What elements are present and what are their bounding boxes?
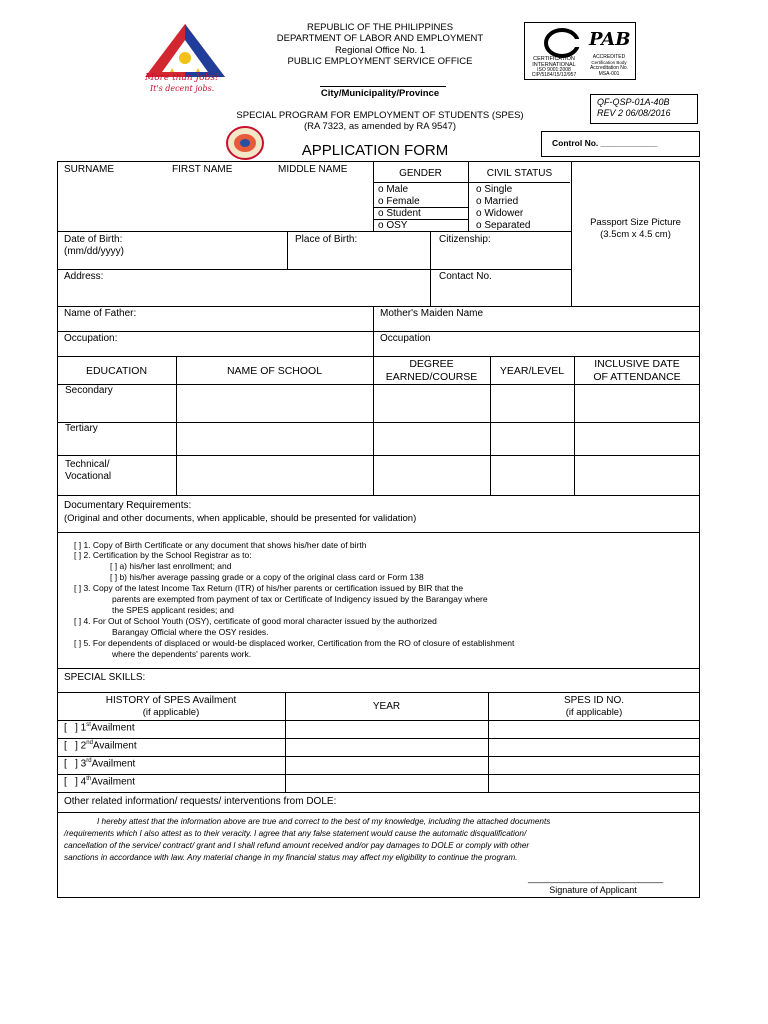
history-year-header: YEAR <box>372 701 401 712</box>
label-mother-occupation: Occupation <box>380 333 431 344</box>
form-outer-border <box>57 161 700 898</box>
checkbox[interactable]: [ ] <box>64 758 81 770</box>
signature-label: Signature of Applicant <box>549 885 637 895</box>
availment-label: Availment <box>91 776 135 788</box>
requirement-item: where the dependents' parents work. <box>112 649 252 659</box>
availment-number: 3 <box>80 758 87 770</box>
availment-row[interactable] <box>64 740 137 752</box>
header-peso: PUBLIC EMPLOYMENT SERVICE OFFICE <box>287 56 473 67</box>
availment-row[interactable] <box>64 776 135 788</box>
doc-code-box <box>590 94 698 124</box>
edu-header-inclusive: INCLUSIVE DATE <box>594 358 680 370</box>
requirement-item: parents are exempted from payment of tax or Certificate of Indigency issued by the Barangay where <box>112 594 488 604</box>
requirements-subtitle: (Original and other documents, when applicable, should be presented for validation) <box>64 513 417 524</box>
requirement-item[interactable]: [ ] 2. Certification by the School Registrar as to: <box>74 550 252 560</box>
requirement-item[interactable]: [ ] 4. For Out of School Youth (OSY), certificate of good moral character issued by the authorized <box>74 616 437 626</box>
label-mother: Mother's Maiden Name <box>380 308 484 319</box>
doc-rev: REV 2 06/08/2016 <box>597 108 671 118</box>
control-no-box <box>541 131 700 157</box>
pab-line-1: ACCREDITED <box>592 54 626 60</box>
passport-size: (3.5cm x 4.5 cm) <box>600 229 671 240</box>
label-address: Address: <box>64 271 104 282</box>
label-middle-name: MIDDLE NAME <box>278 164 348 175</box>
edu-header-attendance: OF ATTENDANCE <box>593 371 681 383</box>
header-city: City/Municipality/Province <box>320 88 440 99</box>
doc-code: QF-QSP-01A-40B <box>597 97 670 107</box>
checkbox[interactable]: [ ] <box>64 740 81 752</box>
edu-header-course: EARNED/COURSE <box>385 371 478 383</box>
availment-number: 4 <box>80 776 87 788</box>
edu-header-degree: DEGREE <box>409 358 454 370</box>
requirement-item[interactable]: [ ] a) his/her last enrollment; and <box>110 561 232 571</box>
checkbox[interactable]: [ ] <box>64 722 81 734</box>
label-dob-format: (mm/dd/yyyy) <box>64 246 124 257</box>
header-republic: REPUBLIC OF THE PHILIPPINES <box>306 22 454 33</box>
edu-row-vocational: Vocational <box>65 471 112 482</box>
label-civil-status: CIVIL STATUS <box>486 168 553 179</box>
label-father-occupation: Occupation: <box>64 333 118 344</box>
pab-line-3: Accreditation No. <box>589 65 629 71</box>
gender-option[interactable]: o Male <box>378 184 409 195</box>
availment-suffix: rd <box>86 758 92 764</box>
availment-label: Availment <box>91 758 136 770</box>
edu-header-year: YEAR/LEVEL <box>499 365 565 377</box>
requirement-item[interactable]: [ ] 5. For dependents of displaced or would-be displaced worker, Certification from the RO of closure of establishment <box>74 638 515 648</box>
edu-header-school: NAME OF SCHOOL <box>226 365 323 377</box>
civil-status-option[interactable]: o Married <box>476 196 519 207</box>
availment-row[interactable] <box>64 758 135 770</box>
program-ra: (RA 7323, as amended by RA 9547) <box>303 121 457 132</box>
requirements-title: Documentary Requirements: <box>64 500 192 511</box>
header-regional: Regional Office No. 1 <box>334 45 426 56</box>
history-spes-id-header: SPES ID NO. <box>563 695 624 706</box>
edu-header-education: EDUCATION <box>85 365 148 377</box>
label-surname: SURNAME <box>64 164 115 175</box>
cert-line-2: INTERNATIONAL <box>532 62 576 68</box>
form-title: APPLICATION FORM <box>301 142 449 159</box>
cert-badge <box>524 22 636 80</box>
gender-option[interactable]: o OSY <box>378 220 408 231</box>
label-contact: Contact No. <box>439 271 492 282</box>
edu-row-tertiary: Tertiary <box>65 423 98 434</box>
gender-option[interactable]: o Female <box>378 196 420 207</box>
cert-line-3: ISO 9001:2008 <box>537 67 571 73</box>
availment-suffix: nd <box>86 740 93 746</box>
requirement-item[interactable]: [ ] 3. Copy of the latest Income Tax Return (ITR) of his/her parents or certification issued by BIR that the <box>74 583 464 593</box>
availment-number: 1 <box>80 722 87 734</box>
availment-suffix: th <box>86 776 92 782</box>
label-citizenship: Citizenship: <box>439 234 491 245</box>
history-header: HISTORY of SPES Availment <box>105 695 237 706</box>
civil-status-option[interactable]: o Separated <box>476 220 531 231</box>
availment-number: 2 <box>80 740 87 752</box>
passport-label: Passport Size Picture <box>590 217 681 228</box>
civil-status-option[interactable]: o Widower <box>476 208 524 219</box>
requirement-item[interactable]: [ ] 1. Copy of Birth Certificate or any document that shows his/her date of birth <box>74 540 367 550</box>
availment-suffix: st <box>86 722 91 728</box>
label-gender: GENDER <box>399 168 442 179</box>
availment-label: Availment <box>90 722 135 734</box>
pab-line-4: MSA-001 <box>598 71 620 77</box>
history-header-note: (if applicable) <box>142 707 200 718</box>
program-title: SPECIAL PROGRAM FOR EMPLOYMENT OF STUDENTS (SPES) <box>236 110 524 121</box>
requirement-item: Barangay Official where the OSY resides. <box>112 627 269 637</box>
label-dob: Date of Birth: <box>64 234 123 245</box>
header-department: DEPARTMENT OF LABOR AND EMPLOYMENT <box>276 33 484 44</box>
logo-tagline: More than Jobs! <box>145 73 219 83</box>
availment-row[interactable] <box>64 722 135 734</box>
attestation-line: cancellation of the service/ contract/ grant and I shall refund amount received and/or pay damages to DOLE or comply with other <box>64 841 530 850</box>
edu-row-secondary: Secondary <box>65 385 113 396</box>
attestation-line: I hereby attest that the information above are true and correct to the best of my knowledge, including the attached documents <box>97 817 551 826</box>
pab-logo: PAB <box>589 29 631 50</box>
history-spes-id-note: (if applicable) <box>565 707 623 718</box>
gender-option[interactable]: o Student <box>378 208 421 219</box>
label-father: Name of Father: <box>64 308 137 319</box>
requirement-item: the SPES applicant resides; and <box>112 605 234 615</box>
logo-tagline-2: It's decent jobs. <box>150 84 215 93</box>
label-place-of-birth: Place of Birth: <box>295 234 358 245</box>
signature-line[interactable]: ___________________________ <box>528 873 664 883</box>
cert-line-4: CIP/5184/15/12/957 <box>531 72 577 78</box>
edu-row-technical: Technical/ <box>65 459 110 470</box>
attestation-line: /requirements which I also attest as to their veracity. I agree that any false statement would cause the automatic disqualification/ <box>64 829 527 838</box>
checkbox[interactable]: [ ] <box>64 776 81 788</box>
cert-line-1: CERTIFICATION <box>533 56 575 62</box>
other-info-label: Other related information/ requests/ interventions from DOLE: <box>64 796 337 807</box>
pab-line-2: Certification Body <box>591 60 627 65</box>
availment-label: Availment <box>92 740 137 752</box>
control-no-label: Control No. ____________ <box>552 138 658 148</box>
attestation-line: sanctions in accordance with law. Any material change in my financial status may affect my eligibility to continue the program. <box>64 853 518 862</box>
requirement-item[interactable]: [ ] b) his/her average passing grade or a copy of the original class card or Form 138 <box>110 572 424 582</box>
civil-status-option[interactable]: o Single <box>476 184 513 195</box>
label-first-name: FIRST NAME <box>172 164 233 175</box>
special-skills-label: SPECIAL SKILLS: <box>64 672 146 683</box>
